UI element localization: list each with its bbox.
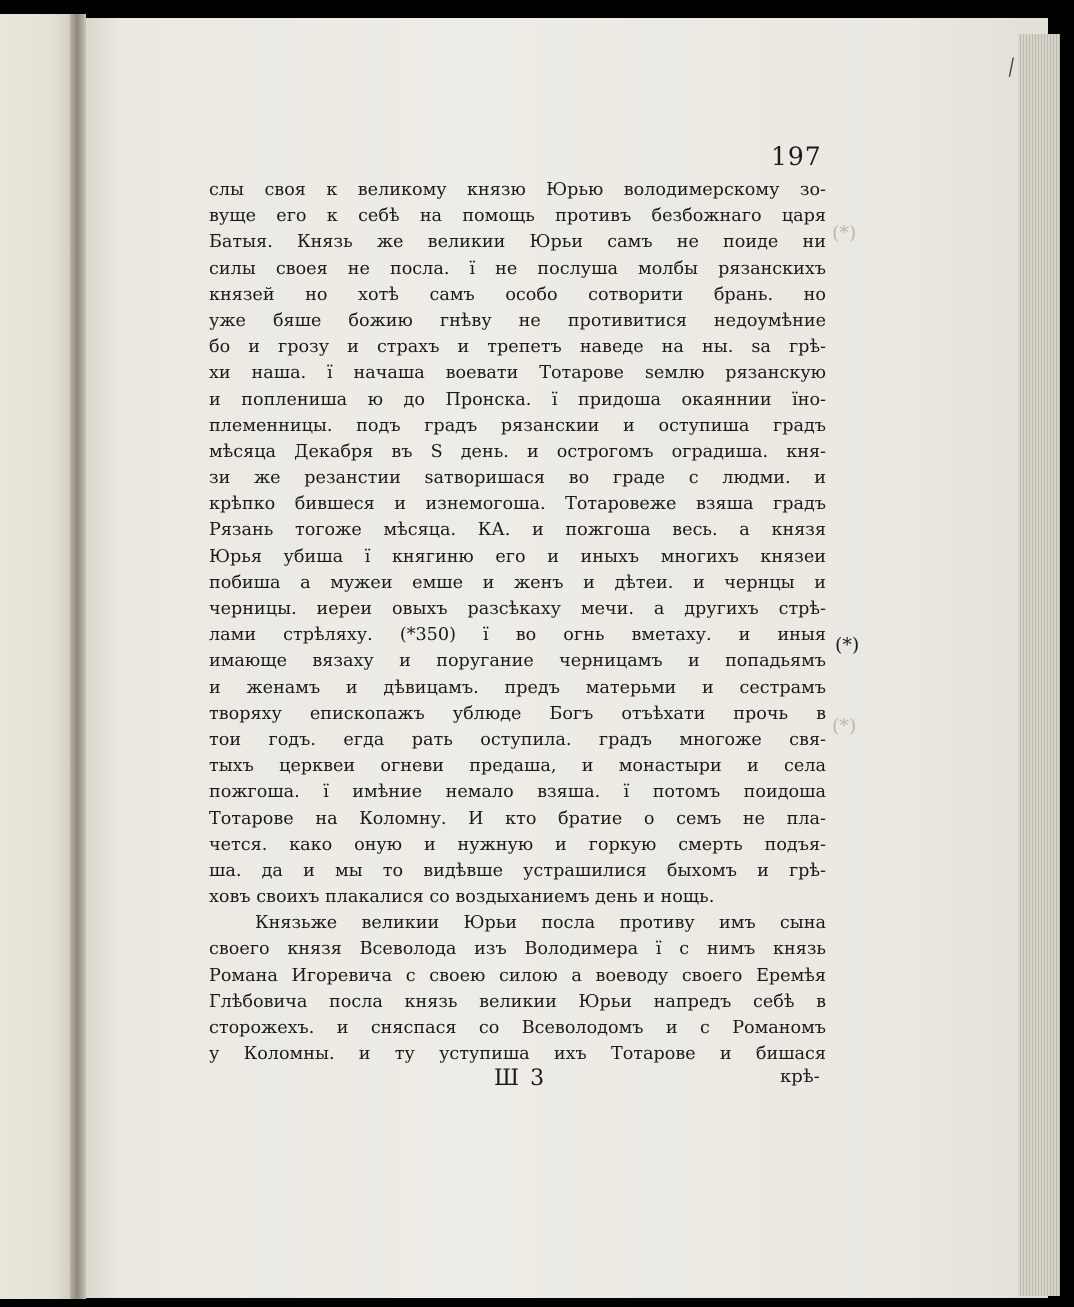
- text-line: крѣпко бившеся и изнемогоша. Тотаровеже взяша градъ: [209, 494, 826, 515]
- text-line: силы своея не посла. ї не послуша молбы рязанскихъ: [209, 258, 826, 279]
- text-line: уже бяше божию гнѣву не противитися недоумѣние: [209, 310, 826, 331]
- text-line: и женамъ и дѣвицамъ. предъ матерьми и сестрамъ: [209, 677, 826, 698]
- text-line: сторожехъ. и сняспася со Всеволодомъ и с Романомъ: [209, 1018, 826, 1038]
- text-line: слы своя к великому князю Юрью володимерскому зо-: [209, 180, 826, 200]
- text-line: имающе вязаху и поругание черницамъ и попадьямъ: [209, 651, 826, 672]
- text-line: Батыя. Князь же великии Юрьи самъ не поиде ни: [209, 232, 826, 253]
- text-line: ша. да и мы то видѣвше устрашилися быхомъ и грѣ-: [209, 860, 826, 881]
- text-line: своего князя Всеволода изъ Володимера ї с нимъ князь: [209, 939, 826, 960]
- text-line: пожгоша. ї имѣние немало взяша. ї потомъ поидоша: [209, 782, 826, 803]
- text-line: Глѣбовича посла князь великии Юрьи напредъ себѣ в: [209, 991, 826, 1012]
- text-line: Князьже великии Юрьи посла противу имъ сына: [255, 913, 826, 934]
- book-gutter: [70, 14, 86, 1299]
- text-line: мѣсяца Декабря въ Ѕ день. и острогомъ оградиша. кня-: [209, 441, 826, 462]
- page-number: 197: [771, 142, 822, 171]
- text-line: хи наша. ї начаша воевати Тотарове ѕемлю рязанскую: [209, 363, 826, 384]
- left-facing-page: [0, 14, 74, 1299]
- page-edges: [1018, 34, 1060, 1296]
- text-line: Юрья убиша ї княгиню его и иныхъ многихъ князеи: [209, 546, 826, 567]
- text-line: ховъ своихъ плакалися со воздыханиемъ день и нощь.: [209, 887, 715, 908]
- text-line: чется. како оную и нужную и горкую смерть подъя-: [209, 834, 826, 855]
- margin-note-ghost: (*): [832, 715, 857, 737]
- text-line: тыхъ церквеи огневи предаша, и монастыри и села: [209, 756, 826, 777]
- text-line: зи же резанстии ѕатворишася во граде с людми. и: [209, 468, 826, 489]
- text-line: бо и грозу и страхъ и трепетъ наведе на ны. ѕа грѣ-: [209, 337, 826, 358]
- text-line: Рязань тогоже мѣсяца. КА. и пожгоша весь. а князя: [209, 520, 826, 541]
- text-line: и поплениша ю до Пронска. ї придоша окаяннии їно-: [209, 389, 826, 410]
- margin-note: (*): [835, 634, 860, 656]
- text-line: Романа Игоревича с своею силою а воеводу своего Еремѣя: [209, 965, 826, 986]
- text-line: Тотарове на Коломну. И кто братие о семъ не пла-: [209, 808, 826, 829]
- catchword: крѣ-: [780, 1066, 820, 1087]
- text-line: тои годъ. егда рать оступила. градъ многоже свя-: [209, 729, 826, 750]
- text-line: лами стрѣляху. (*350) ї во огнь вметаху. и иныя: [209, 625, 826, 646]
- text-line: творяху епископажъ ублюде Богъ отъѣхати прочь в: [209, 703, 826, 724]
- text-line: черницы. иереи овыхъ разсѣкаху мечи. а другихъ стрѣ-: [209, 599, 826, 619]
- text-line: князей но хотѣ самъ особо сотворити брань. но: [209, 284, 826, 305]
- text-line: вуще его к себѣ на помощь противъ безбожнаго царя: [209, 206, 826, 227]
- body-text: [209, 177, 826, 1067]
- signature-mark: Ш 3: [494, 1066, 547, 1091]
- text-line: побиша а мужеи емше и женъ и дѣтеи. и чернцы и: [209, 572, 826, 593]
- margin-note-ghost: (*): [832, 222, 857, 244]
- corner-pencil-mark: ⁄: [1005, 56, 1018, 81]
- text-line: у Коломны. и ту уступиша ихъ Тотарове и бишася: [209, 1044, 826, 1065]
- text-line: племенницы. подъ градъ рязанскии и оступиша градъ: [209, 415, 826, 436]
